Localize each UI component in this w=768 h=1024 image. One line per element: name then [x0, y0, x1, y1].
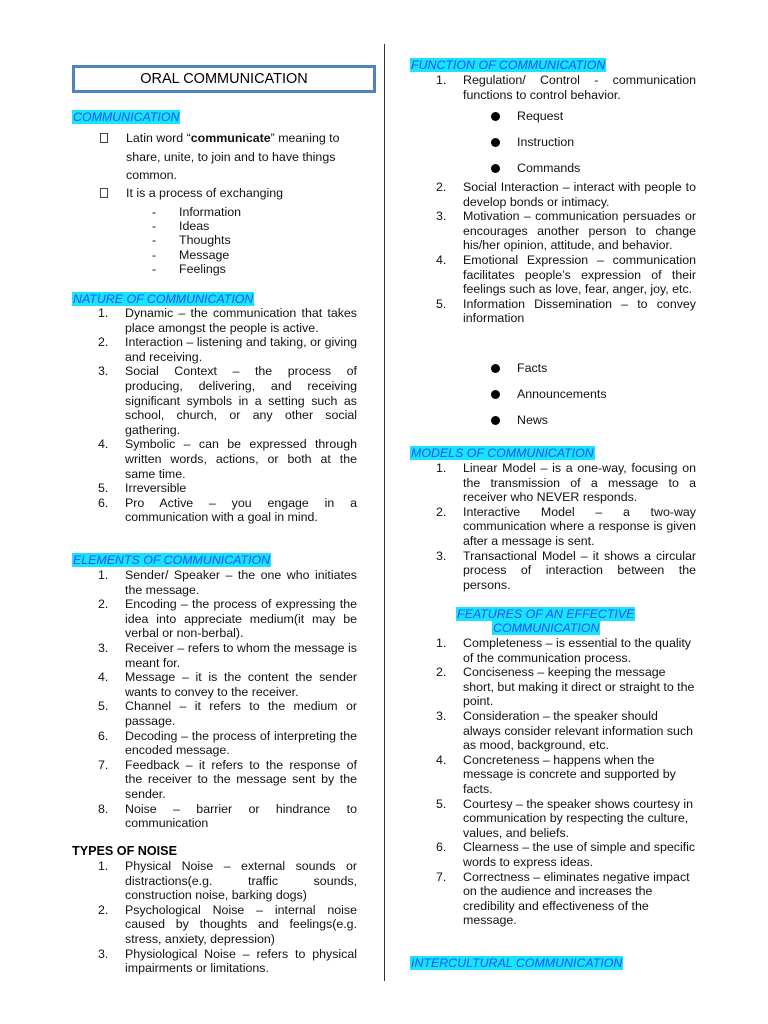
exchange-item: - Information: [152, 205, 241, 219]
list-item: 1. Sender/ Speaker – the one who initiates the message.: [98, 568, 357, 597]
bullet-square-icon: [100, 188, 108, 198]
list-item: 3. Physiological Noise – refers to physical impairments or limitations.: [98, 946, 357, 976]
list-item: 7. Feedback – it refers to the response of the receiver to the message sent by the sender.: [98, 757, 357, 801]
list-item: 4. Concreteness – happens when the message is concrete and supported by facts.: [436, 752, 676, 796]
features-list: [410, 636, 696, 928]
exchange-item-text: Ideas: [179, 219, 210, 233]
list-item-text: Clearness – the use of simple and specific words to express ideas.: [463, 840, 696, 869]
list-item-text: Interactive Model – a two-way communication where a response is given after a message is sent.: [463, 504, 696, 548]
bullet-text: Facts: [517, 361, 548, 375]
list-item: 5. Courtesy – the speaker shows courtesy in communication by respecting the culture, values, and beliefs.: [436, 796, 694, 840]
exchange-item: - Feelings: [152, 262, 226, 276]
list-item-text: Feedback – it refers to the response of the receiver to the message sent by the sender.: [125, 757, 357, 801]
list-item: 1. Physical Noise – external sounds or distractions(e.g. traffic sounds, construction noise, barking dogs): [98, 859, 357, 903]
list-item-text: Physical Noise – external sounds or distractions(e.g. traffic sounds, construction noise, barking dogs): [125, 859, 357, 903]
list-item: 4. Emotional Expression – communication facilitates people’s expression of their feelings such as love, fear, anger, joy, etc.: [436, 252, 696, 297]
list-item-text: Psychological Noise – internal noise caused by thoughts and feelings(e.g. stress, anxiety, depression): [125, 902, 357, 946]
list-item: 7. Correctness – eliminates negative impact on the audience and increases the credibility and effectiveness of the message.: [436, 869, 690, 928]
list-item: 5. Irreversible: [98, 481, 187, 496]
bullet-text: Instruction: [517, 135, 575, 149]
features-heading-line1: FEATURES OF AN EFFECTIVE: [457, 607, 635, 621]
nature-heading: NATURE OF COMMUNICATION: [73, 292, 254, 306]
bullet-dot-icon: [491, 364, 500, 373]
list-item: 3. Consideration – the speaker should always consider relevant information such as mood, background, etc.: [436, 708, 694, 753]
list-item-text: Regulation/ Control - communication functions to control behavior.: [463, 73, 696, 102]
list-item-text: Consideration – the speaker should always consider relevant information such as mood, background, etc.: [463, 708, 694, 753]
list-item: 3. Social Context – the process of producing, delivering, and receiving significant symbols in a setting such as school, church, or any other social gathering.: [98, 364, 357, 437]
nature-list: [72, 306, 357, 525]
list-item-text: Transactional Model – it shows a circular process of interaction between the persons.: [463, 548, 696, 592]
list-item-text: Symbolic – can be expressed through written words, actions, or both at the same time.: [125, 437, 357, 481]
point-text: It is a process of exchanging: [126, 186, 284, 200]
list-item-text: Channel – it refers to the medium or passage.: [125, 699, 357, 728]
list-item: 2. Psychological Noise – internal noise caused by thoughts and feelings(e.g. stress, anxiety, depression): [98, 902, 357, 946]
point-bold-word: communicate: [190, 131, 271, 145]
elements-heading: ELEMENTS OF COMMUNICATION: [73, 553, 271, 567]
exchange-item-text: Thoughts: [179, 233, 231, 247]
list-item-text: Receiver – refers to whom the message is meant for.: [125, 640, 357, 670]
list-item: 2. Interaction – listening and taking, or giving and receiving.: [98, 335, 357, 364]
list-item: 6. Decoding – the process of interpreting the encoded message.: [98, 728, 357, 758]
control-bullet: [491, 135, 574, 149]
list-item-text: Concreteness – happens when the message is concrete and supported by facts.: [463, 752, 676, 796]
exchange-item-text: Message: [179, 248, 230, 262]
models-list: [410, 461, 696, 592]
exchange-item-text: Information: [179, 205, 241, 219]
list-item: 1. Linear Model – is a one-way, focusing on the transmission of a message to a receiver who NEVER responds.: [436, 461, 696, 505]
list-item-text: Linear Model – is a one-way, focusing on the transmission of a message to a receiver who NEVER responds.: [463, 461, 696, 505]
list-item: 3. Receiver – refers to whom the message is meant for.: [98, 640, 357, 670]
list-item-text: Social Context – the process of producing, delivering, and receiving significant symbols in a setting such as school, church, or any other social gathering.: [125, 364, 357, 437]
list-item-text: Emotional Expression – communication facilitates people’s expression of their feelings such as love, fear, anger, joy, etc.: [463, 252, 696, 297]
list-item: 4. Message – it is the content the sender wants to convey to the receiver.: [98, 670, 357, 699]
info-bullet: [491, 387, 607, 401]
bullet-dot-icon: [491, 112, 500, 121]
point-text: Latin word “: [126, 131, 191, 145]
info-bullet: [491, 361, 547, 375]
list-item-text: Courtesy – the speaker shows courtesy in communication by respecting the culture, values, and beliefs.: [463, 796, 694, 840]
list-item: 2. Conciseness – keeping the message short, but making it direct or straight to the point.: [436, 665, 695, 709]
list-item: 1. Completeness – is essential to the quality of the communication process.: [436, 636, 691, 665]
bullet-text: Announcements: [517, 387, 607, 401]
bullet-dot-icon: [491, 138, 500, 147]
bullet-text: Commands: [517, 161, 581, 175]
function-list-a: [410, 73, 696, 102]
list-item: 5. Channel – it refers to the medium or passage.: [98, 699, 357, 728]
point-text: ” meaning to share, unite, to join and to have things common.: [126, 131, 340, 182]
list-item-text: Physiological Noise – refers to physical impairments or limitations.: [125, 946, 357, 976]
list-item-text: Sender/ Speaker – the one who initiates the message.: [125, 568, 357, 597]
list-item-text: Motivation – communication persuades or encourages another person to change his/her opinion, attitude, and behavior.: [463, 209, 696, 253]
list-item-text: Pro Active – you engage in a communication with a goal in mind.: [125, 495, 357, 525]
list-item-text: Completeness – is essential to the quality of the communication process.: [463, 636, 691, 665]
elements-list: [72, 568, 357, 831]
list-item: 4. Symbolic – can be expressed through written words, actions, or both at the same time.: [98, 437, 357, 481]
bullet-dot-icon: [491, 164, 500, 173]
list-item: 2. Encoding – the process of expressing the idea into appreciate medium(it may be verbal or non-berbal).: [98, 597, 357, 641]
list-item-text: Interaction – listening and taking, or giving and receiving.: [125, 335, 357, 364]
list-item-text: Irreversible: [125, 481, 187, 496]
list-item-text: Information Dissemination – to convey information: [463, 296, 696, 326]
list-item: 1. Dynamic – the communication that takes place amongst the people is active.: [98, 306, 357, 335]
communication-point: [100, 184, 358, 203]
bullet-dot-icon: [491, 416, 500, 425]
list-item: 3. Motivation – communication persuades or encourages another person to change his/her opinion, attitude, and behavior.: [436, 209, 696, 253]
exchange-item: - Thoughts: [152, 233, 231, 247]
communication-heading: COMMUNICATION: [73, 110, 180, 124]
list-item-text: Message – it is the content the sender wants to convey to the receiver.: [125, 670, 357, 699]
models-heading: MODELS OF COMMUNICATION: [411, 446, 594, 460]
list-item: 2. Interactive Model – a two-way communication where a response is given after a message is sent.: [436, 504, 696, 548]
intercultural-heading: INTERCULTURAL COMMUNICATION: [411, 956, 623, 970]
features-heading-line2: COMMUNICATION: [493, 621, 600, 635]
communication-point: [100, 129, 358, 185]
function-heading: FUNCTION OF COMMUNICATION: [411, 58, 606, 72]
bullet-dot-icon: [491, 390, 500, 399]
list-item: 1. Regulation/ Control - communication functions to control behavior.: [436, 73, 696, 102]
list-item-text: Decoding – the process of interpreting the encoded message.: [125, 728, 357, 758]
list-item-text: Social Interaction – interact with people to develop bonds or intimacy.: [463, 180, 696, 209]
list-item-text: Encoding – the process of expressing the idea into appreciate medium(it may be verbal or non-berbal).: [125, 597, 357, 641]
bullet-square-icon: [100, 133, 108, 143]
control-bullet: [491, 109, 563, 123]
column-divider: [384, 44, 385, 981]
list-item-text: Correctness – eliminates negative impact on the audience and increases the credibility and effectiveness of the message.: [463, 869, 690, 928]
list-item-text: Dynamic – the communication that takes place amongst the people is active.: [125, 306, 357, 335]
noise-heading: TYPES OF NOISE: [72, 844, 177, 858]
list-item: 3. Transactional Model – it shows a circular process of interaction between the persons.: [436, 548, 696, 592]
list-item: 5. Information Dissemination – to convey information: [436, 296, 696, 326]
function-list-b: [410, 180, 696, 326]
list-item-text: Noise – barrier or hindrance to communication: [125, 801, 357, 831]
bullet-text: News: [517, 413, 548, 427]
exchange-item-text: Feelings: [179, 262, 226, 276]
list-item: 6. Clearness – the use of simple and specific words to express ideas.: [436, 840, 696, 869]
list-item-text: Conciseness – keeping the message short, but making it direct or straight to the point.: [463, 665, 695, 709]
document-title: ORAL COMMUNICATION: [72, 65, 376, 93]
list-item: 8. Noise – barrier or hindrance to communication: [98, 801, 357, 831]
control-bullet: [491, 161, 580, 175]
exchange-item: - Message: [152, 248, 230, 262]
list-item: 6. Pro Active – you engage in a communication with a goal in mind.: [98, 495, 357, 525]
exchange-item: - Ideas: [152, 219, 210, 233]
list-item: 2. Social Interaction – interact with people to develop bonds or intimacy.: [436, 180, 696, 209]
bullet-text: Request: [517, 109, 564, 123]
noise-list: [72, 859, 357, 976]
info-bullet: [491, 413, 548, 427]
